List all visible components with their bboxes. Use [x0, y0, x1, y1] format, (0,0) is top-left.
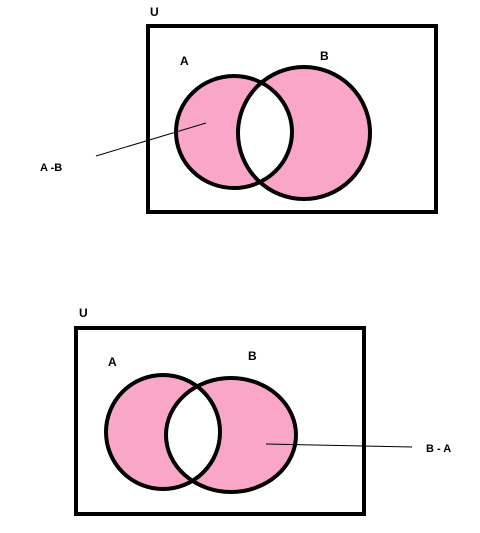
- universe-label: U: [79, 306, 88, 320]
- set-b-label: B: [320, 49, 329, 63]
- set-a-label: A: [108, 355, 117, 369]
- annotation-label-a-minus-b: A -B: [40, 162, 63, 174]
- venn-diagram-b-minus-a: [76, 306, 451, 514]
- set-b-label: B: [248, 349, 257, 363]
- annotation-label-b-minus-a: B - A: [426, 443, 452, 455]
- set-a-label: A: [180, 54, 189, 68]
- venn-diagram-a-minus-b: [40, 5, 436, 212]
- universe-label: U: [150, 5, 159, 19]
